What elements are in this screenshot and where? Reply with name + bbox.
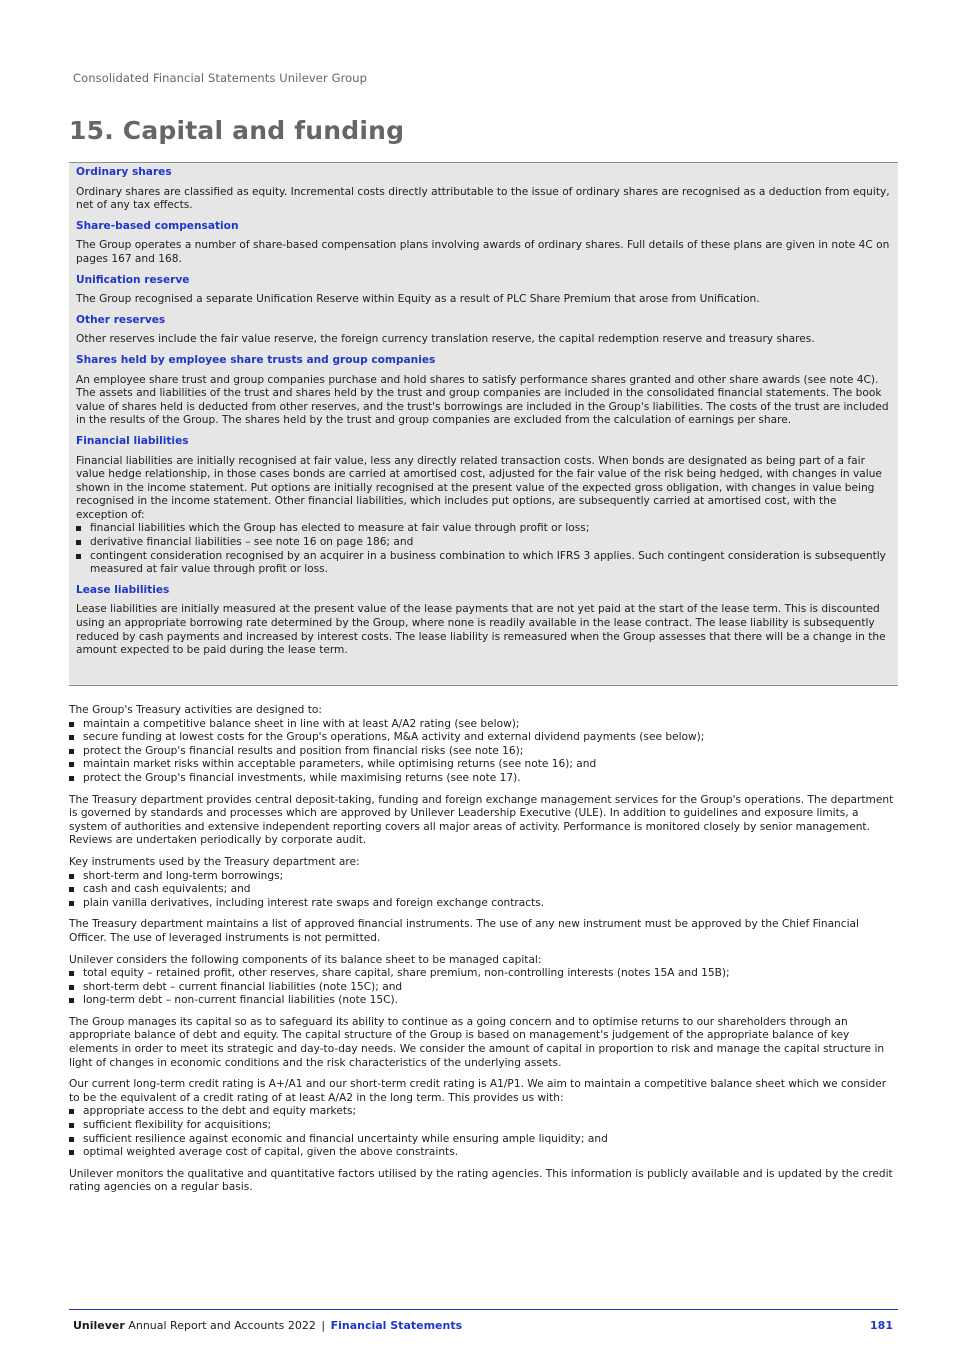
policy-lease-liabilities: [76, 584, 890, 658]
policy-heading: Ordinary shares: [76, 166, 172, 178]
bullet-list: [69, 1105, 898, 1159]
footer-report-title: Annual Report and Accounts 2022: [128, 1319, 316, 1332]
policy-text: Financial liabilities are initially recognised at fair value, less any directly related transaction costs. When bonds are designated as being part of a fair value hedge relationship, in those cases bonds are carried at amortised cost, adjusted for the fair value of the risk being hedged, with changes in value shown in the income statement. Put options are initially recognised at the present value of the expected gross obligation, with changes in value being recognised in the income statement. Other financial liabilities, which includes put options, are subsequently carried at amortised cost, with the exception of:: [76, 454, 882, 521]
list-item: total equity – retained profit, other reserves, share capital, share premium, non-controlling interests (notes 15A and 15B);: [69, 967, 898, 981]
policy-financial-liabilities: [76, 435, 890, 577]
policy-trust-shares: [76, 354, 890, 428]
policy-heading: Lease liabilities: [76, 583, 170, 596]
footer-separator: |: [321, 1319, 326, 1332]
page-number: 181: [870, 1319, 893, 1332]
policy-text: The Group operates a number of share-based compensation plans involving awards of ordinary shares. Full details of these plans are given in note 4C on pages 167 and 168.: [76, 239, 890, 265]
list-item: protect the Group's financial results and position from financial risks (see note 16);: [69, 745, 898, 759]
policy-heading: Financial liabilities: [76, 434, 189, 447]
running-header: Consolidated Financial Statements Unilever Group: [73, 71, 368, 85]
bullet-list: [69, 967, 898, 1008]
list-item: cash and cash equivalents; and: [69, 883, 898, 897]
policy-text: An employee share trust and group companies purchase and hold shares to satisfy performance shares granted and other share awards (see note 4C). The assets and liabilities of the trust and shares held by the trust and group companies are included in the consolidated financial statements. The book value of shares held is deducted from other reserves, and the trust's borrowings are included in the Group's liabilities. The costs of the trust are included in the results of the Group. The shares held by the trust and group companies are excluded from the calculation of earnings per share.: [76, 373, 889, 427]
policy-text: Ordinary shares are classified as equity. Incremental costs directly attributable to the issue of ordinary shares are recognised as a deduction from equity, net of any tax effects.: [76, 185, 890, 212]
list-item: contingent consideration recognised by an acquirer in a business combination to which IFRS 3 applies. Such contingent consideration is subsequently measured at fair value through profit or loss.: [76, 550, 890, 577]
list-item: short-term and long-term borrowings;: [69, 870, 898, 884]
list-item: maintain a competitive balance sheet in line with at least A/A2 rating (see below);: [69, 718, 898, 732]
paragraph: Unilever monitors the qualitative and quantitative factors utilised by the rating agencies. This information is publicly available and is updated by the credit rating agencies on a regular basis.: [69, 1167, 893, 1194]
policy-heading: Other reserves: [76, 313, 166, 326]
paragraph: The Group manages its capital so as to safeguard its ability to continue as a going concern and to optimise returns to our shareholders through an appropriate balance of debt and equity. The capital structure of the Group is based on management's judgement of the appropriate balance of key elements in order to meet its strategic and day-to-day needs. We consider the amount of capital in proportion to risk and manage the capital structure in light of changes in economic conditions and the risk characteristics of the underlying assets.: [69, 1015, 885, 1069]
policy-ordinary-shares: [76, 166, 890, 213]
footer-brand: Unilever: [73, 1319, 125, 1332]
list-item: appropriate access to the debt and equity markets;: [69, 1105, 898, 1119]
policy-unification-reserve: [76, 274, 890, 307]
policy-text: Lease liabilities are initially measured at the present value of the lease payments that are not yet paid at the start of the lease term. This is discounted using an appropriate borrowing rate determined by the Group, where none is readily available in the lease contract. The lease liability is subsequently reduced by cash payments and increased by interest costs. The lease liability is remeasured when the Group assesses that there will be a change in the amount expected to be paid during the lease term.: [76, 603, 886, 657]
list-item: financial liabilities which the Group has elected to measure at fair value through profit or loss;: [76, 522, 890, 536]
policy-share-based-compensation: [76, 220, 890, 267]
body-text: [69, 704, 898, 1203]
paragraph: Key instruments used by the Treasury department are:: [69, 855, 360, 868]
paragraph: Unilever considers the following components of its balance sheet to be managed capital:: [69, 953, 542, 966]
list-item: sufficient resilience against economic and financial uncertainty while ensuring ample liquidity; and: [69, 1133, 898, 1147]
paragraph: The Treasury department maintains a list of approved financial instruments. The use of any new instrument must be approved by the Chief Financial Officer. The use of leveraged instruments is not permitted.: [69, 918, 859, 944]
bullet-list: [69, 718, 898, 786]
list-item: protect the Group's financial investments, while maximising returns (see note 17).: [69, 772, 898, 786]
policy-heading: Shares held by employee share trusts and group companies: [76, 353, 436, 366]
paragraph: The Treasury department provides central deposit-taking, funding and foreign exchange management services for the Group's operations. The department is governed by standards and processes which are approved by Unilever Leadership Executive (ULE). In addition to guidelines and exposure limits, a system of authorities and extensive independent reporting covers all major areas of activity. Performance is monitored closely by senior management. Reviews are undertaken periodically by corporate audit.: [69, 793, 894, 847]
list-item: plain vanilla derivatives, including interest rate swaps and foreign exchange contracts.: [69, 897, 898, 911]
policy-text: The Group recognised a separate Unification Reserve within Equity as a result of PLC Share Premium that arose from Unification.: [76, 293, 760, 306]
policy-text: Other reserves include the fair value reserve, the foreign currency translation reserve, the capital redemption reserve and treasury shares.: [76, 333, 815, 346]
page-title: 15. Capital and funding: [69, 116, 405, 145]
policy-other-reserves: [76, 314, 890, 347]
list-item: derivative financial liabilities – see note 16 on page 186; and: [76, 536, 890, 550]
list-item: sufficient flexibility for acquisitions;: [69, 1119, 898, 1133]
bullet-list: [76, 522, 890, 576]
list-item: optimal weighted average cost of capital, given the above constraints.: [69, 1146, 898, 1160]
list-item: short-term debt – current financial liabilities (note 15C); and: [69, 981, 898, 995]
paragraph: Our current long-term credit rating is A+/A1 and our short-term credit rating is A1/P1. We aim to maintain a competitive balance sheet which we consider to be the equivalent of a credit rating of at least A/A2 in the long term. This provides us with:: [69, 1078, 887, 1104]
policy-heading: Unification reserve: [76, 273, 190, 286]
list-item: maintain market risks within acceptable parameters, while optimising returns (see note 16); and: [69, 758, 898, 772]
bullet-list: [69, 870, 898, 911]
policy-heading: Share-based compensation: [76, 219, 239, 232]
list-item: secure funding at lowest costs for the Group's operations, M&A activity and external dividend payments (see below);: [69, 731, 898, 745]
accounting-policies-box: [69, 162, 898, 686]
footer-divider: [69, 1309, 898, 1310]
list-item: long-term debt – non-current financial liabilities (note 15C).: [69, 994, 898, 1008]
page-footer: [73, 1319, 893, 1332]
footer-section-link[interactable]: Financial Statements: [330, 1319, 463, 1332]
paragraph: The Group's Treasury activities are designed to:: [69, 704, 322, 716]
